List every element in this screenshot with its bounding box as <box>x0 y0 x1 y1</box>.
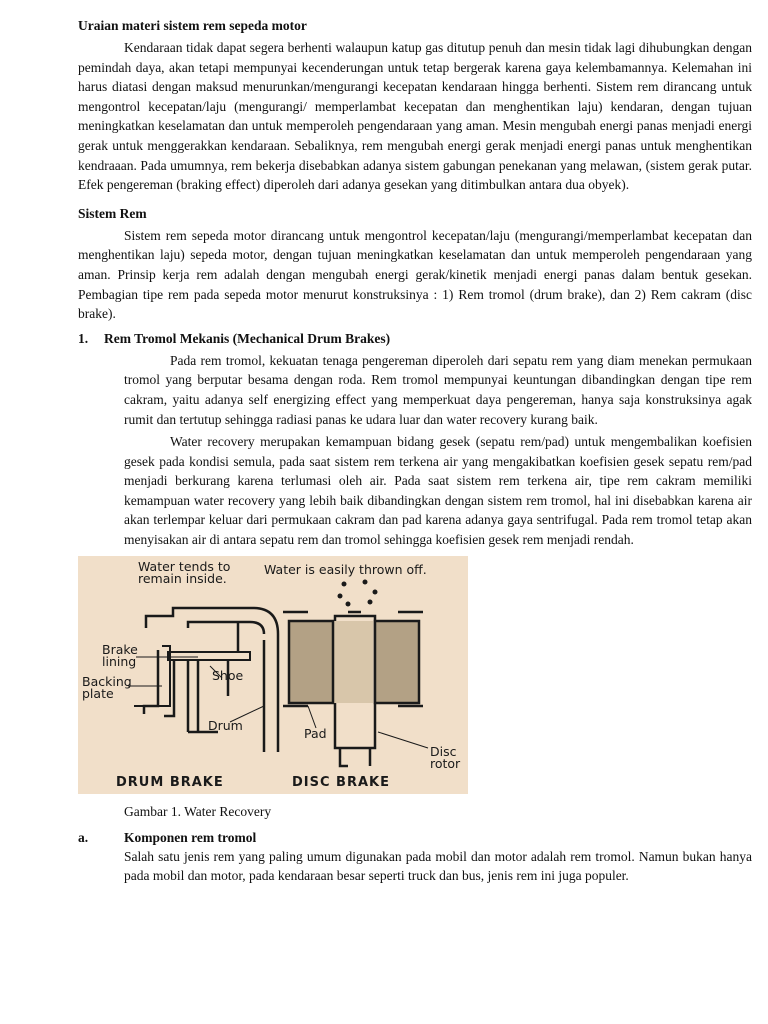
label-brake-lining-1: Brake <box>102 641 138 657</box>
disc-rotor-leader <box>378 732 428 748</box>
water-recovery-figure <box>78 556 468 794</box>
section-title: Sistem Rem <box>78 205 147 221</box>
label-water-inside-1: Water tends to <box>138 558 231 574</box>
document-page <box>78 16 752 886</box>
intro-paragraph: Kendaraan tidak dapat segera berhenti walaupun katup gas ditutup penuh dan mesin tidak lagi dihubungkan dengan pemindah daya, akan tetapi mempunyai kecenderungan untuk tetap bergerak karena gaya kelembamannya. Kelemahan ini harus diatasi dengan maksud menurunkan/mengurangi kecepatan kendaraan hingga berhenti. Sistem rem dirancang untuk mengontrol kecepatan/laju (mengurangi/ memperlambat kecepatan dan menghentikan laju) kendaran, dengan tujuan meningkatkan keselamatan dan untuk memperoleh pengendaraan yang aman. Mesin mengubah energi panas menjadi energi gerak untuk menggerakkan kendaraan. Sebaliknya, rem mengubah energi gerak menjadi energi panas untuk menghentikan kendraaan. Pada umumnya, rem bekerja disebabkan adanya sistem gabungan penekanan yang melawan, (sistem gerak putar. Efek pengereman (braking effect) diperoleh dari adanya gesekan yang ditimbulkan antara dua obyek). <box>78 40 752 193</box>
pad-leader <box>308 706 316 728</box>
label-pad: Pad <box>304 725 327 741</box>
backing-plate-line <box>134 646 170 706</box>
label-backing-plate-1: Backing <box>82 673 132 689</box>
brake-diagram <box>78 556 468 794</box>
label-disc-brake-title: DISC BRAKE <box>292 774 390 790</box>
sub-a-heading <box>78 828 752 847</box>
label-disc-rotor-2: rotor <box>430 755 461 771</box>
item1-paragraph2: Water recovery merupakan kemampuan bidang gesek (sepatu rem/pad) untuk mengembalikan koefisien gesek pada kondisi semula, pada saat sistem rem terkena air yang mengakibatkan koefisien gesek sepatu rem/pad menjadi berkurang karena terlumasi oleh air. Pada saat sistem rem terkena air, tipe rem cakram memiliki kemampuan water recovery yang lebih baik dibandingkan dengan sistem rem tromol, hal ini disebabkan karena air akan terlempar keluar dari permukaan cakram dan pad karena adanya gaya sentrifugal. Pada rem tromol tetap akan menyisakan air di antara sepatu rem dan tromol sehingga koefisien gesek rem menjadi rendah. <box>124 434 752 548</box>
sub-a-title: Komponen rem tromol <box>124 829 257 845</box>
label-disc-rotor-1: Disc <box>430 743 457 759</box>
item1-body <box>124 351 752 550</box>
label-shoe: Shoe <box>212 667 244 683</box>
item1-number: 1. <box>78 330 89 346</box>
document-heading: Uraian materi sistem rem sepeda motor <box>78 18 307 33</box>
label-drum-brake-title: DRUM BRAKE <box>116 774 224 790</box>
label-drum: Drum <box>208 717 243 733</box>
section-paragraph: Sistem rem sepeda motor dirancang untuk mengontrol kecepatan/laju (mengurangi/memperlambat kecepatan dan menghentikan laju) sepeda motor, dengan tujuan meningkatkan keselamatan dan untuk memperoleh pengendaraan yang aman. Prinsip kerja rem adalah dengan mengubah energi gerak/kinetik menjadi energi panas dalam bentuk gesekan. Pembagian tipe rem pada sepeda motor menurut konstruksinya : 1) Rem tromol (drum brake), dan 2) Rem cakram (disc brake). <box>78 227 752 322</box>
sub-a-paragraph: Salah satu jenis rem yang paling umum digunakan pada mobil dan motor adalah rem tromol. Namun bukan hanya pada mobil dan motor, pada kendaraan besar seperti truck dan bus, jenis rem ini juga populer. <box>124 848 752 884</box>
item1-title: Rem Tromol Mekanis (Mechanical Drum Brakes) <box>104 330 391 346</box>
figure-caption: Gambar 1. Water Recovery <box>124 803 272 819</box>
label-water-inside-2: remain inside. <box>138 570 227 586</box>
left-pad <box>289 621 333 703</box>
label-brake-lining-2: lining <box>102 653 137 669</box>
right-pad <box>375 621 419 703</box>
label-backing-plate-2: plate <box>82 685 114 701</box>
item1-heading <box>78 329 752 348</box>
item1-paragraph1: Pada rem tromol, kekuatan tenaga pengereman diperoleh dari sepatu rem yang diam menekan permukaan tromol yang berputar besama dengan roda. Rem tromol mempunyai keuntungan dibandingkan dengan tipe rem cakram, yaitu adanya self energizing effect yang memperkuat daya pengereman, hanya saja konstruksinya agak rumit dan tertutup sehingga radiasi panas ke udara luar dan water recovery kurang baik. <box>124 352 752 427</box>
sub-a-letter: a. <box>78 829 89 845</box>
label-water-thrown: Water is easily thrown off. <box>264 561 427 577</box>
